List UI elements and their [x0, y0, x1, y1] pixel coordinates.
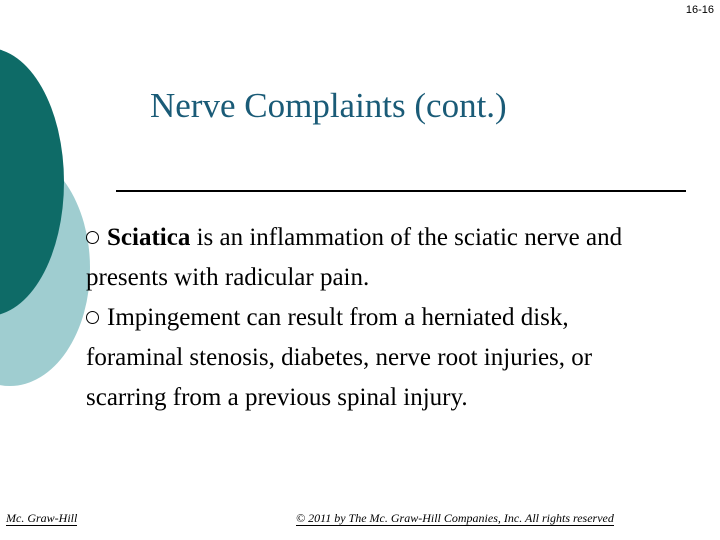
- bullet-item-sciatica: [86, 218, 666, 298]
- bullet-text: Impingement can result from a herniated disk, foraminal stenosis, diabetes, nerve root injuries, or scarring from a previous spinal injury.: [86, 304, 593, 411]
- bullet-text: is an inflammation of the sciatic nerve and presents with radicular pain.: [86, 224, 623, 291]
- footer-publisher: Mc. Graw-Hill: [6, 511, 78, 525]
- slide-body: [86, 218, 666, 418]
- slide-title: Nerve Complaints (cont.): [150, 86, 507, 125]
- hollow-circle-bullet-icon: [86, 231, 99, 244]
- bullet-item-impingement: [86, 298, 666, 418]
- title-divider: [116, 190, 686, 192]
- bullet-bold-term: Sciatica: [107, 224, 191, 251]
- slide-number: 16-16: [685, 4, 714, 16]
- hollow-circle-bullet-icon: [86, 311, 99, 324]
- footer-copyright: © 2011 by The Mc. Graw-Hill Companies, Inc. All rights reserved: [296, 511, 614, 525]
